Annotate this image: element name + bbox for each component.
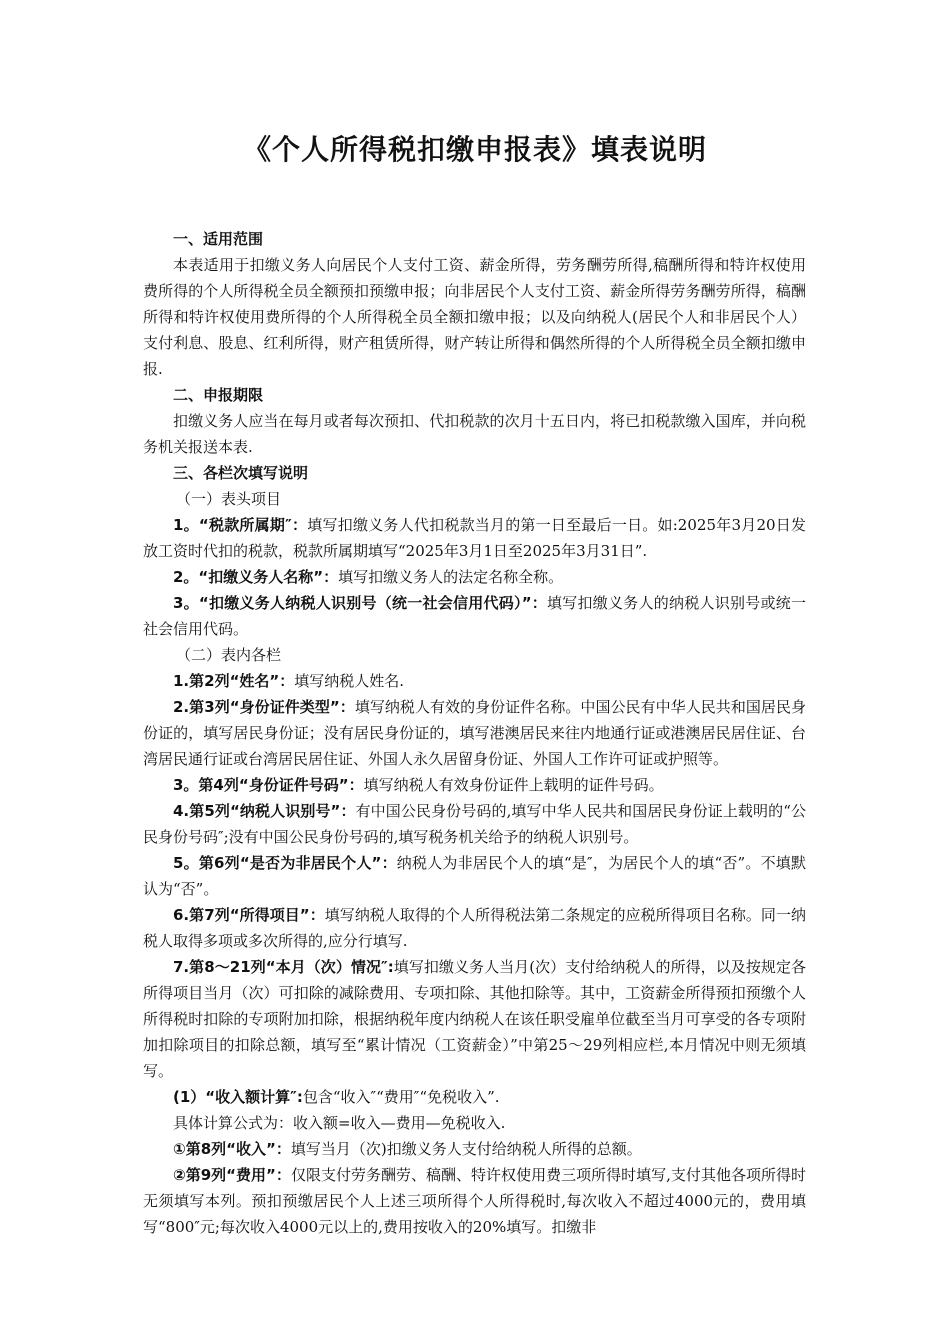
item-text: 填写扣缴义务人的法定名称全称。 [338,568,564,586]
item-label: 2.第3列“身份证件类型”： [173,698,355,716]
item-col-taxpayer-id [143,798,806,850]
document-body [143,226,806,1240]
section-heading-scope: 一、适用范围 [173,230,264,248]
item-text: 仅限支付劳务酬劳、稿酬、特许权使用费三项所得时填写,支付其他各项所得时无须填写本列。预扣预缴居民个人上述三项所得个人所得税时,每次收入不超过4000元的，费用填写“800″元;每次收入4000元以上的,费用按收入的20%填写。扣缴非 [143,1166,806,1236]
item-col-name [143,668,806,694]
item-withholder-id [143,590,806,642]
item-col-expense [143,1162,806,1240]
item-text: 填写扣缴义务人当月(次）支付给纳税人的所得，以及按规定各所得项目当月（次）可扣除的减除费用、专项扣除、其他扣除等。其中，工资薪金所得预扣预缴个人所得税时扣除的专项附加扣除，根据纳税年度内纳税人在该任职受雇单位截至当月可享受的各专项附加扣除项目的扣除总额，填写至“累计情况（工资薪金）”中第25～29列相应栏,本月情况中则无须填写。 [143,958,806,1080]
item-label: 2。“扣缴义务人名称”： [173,568,339,586]
item-label: 6.第7列“所得项目”： [173,906,325,924]
item-withholder-name [143,564,806,590]
item-text: 填写纳税人有效的身份证件名称。中国公民有中华人民共和国居民身份证的，填写居民身份证；没有居民身份证的，填写港澳居民来往内地通行证或港澳居民居住证、台湾居民通行证或台湾居民居住证、外国人永久居留身份证、外国人工作许可证或护照等。 [143,698,806,768]
item-income-calc [143,1084,806,1110]
item-col-id-type [143,694,806,772]
item-col-monthly [143,954,806,1084]
item-label: ①第8列“收入”： [173,1140,291,1158]
item-label: 5。第6列“是否为非居民个人”： [173,854,397,872]
subheading-table-items: （二）表内各栏 [176,646,282,664]
item-text: 包含“收入″“费用″“免税收入”. [302,1088,500,1106]
subheading-header-items: （一）表头项目 [176,490,282,508]
item-label: 4.第5列“纳税人识别号”： [173,802,356,820]
formula-text: 具体计算公式为：收入额=收入—费用—免税收入. [173,1114,506,1132]
item-label: 1.第2列“姓名”： [173,672,295,690]
item-col-income-item [143,902,806,954]
paragraph-scope: 本表适用于扣缴义务人向居民个人支付工资、薪金所得，劳务酬劳所得,稿酬所得和特许权使用费所得的个人所得税全员全额预扣预缴申报；向非居民个人支付工资、薪金所得劳务酬劳所得，稿酬所得和特许权使用费所得的个人所得税全员全额扣缴申报；以及向纳税人(居民个人和非居民个人）支付利息、股息、红利所得，财产租赁所得，财产转让所得和偶然所得的个人所得税全员全额扣缴申报. [143,256,806,378]
item-label: ②第9列“费用”： [173,1166,291,1184]
item-text: 填写扣缴义务人代扣税款当月的第一日至最后一日。如:2025年3月20日发放工资时代扣的税款，税款所属期填写“2025年3月1日至2025年3月31日”. [143,516,806,560]
section-heading-columns: 三、各栏次填写说明 [173,464,309,482]
item-col-id-number [143,772,806,798]
item-tax-period [143,512,806,564]
item-text: 填写纳税人姓名. [294,672,405,690]
item-label: 1。“税款所属期″： [173,516,308,534]
item-label: 7.第8～21列“本月（次）情况″: [173,958,394,976]
item-label: 3。第4列“身份证件号码”： [173,776,364,794]
paragraph-deadline: 扣缴义务人应当在每月或者每次预扣、代扣税款的次月十五日内，将已扣税款缴入国库，并向税务机关报送本表. [143,412,806,456]
page-title: 《个人所得税扣缴申报表》填表说明 [242,133,707,166]
item-label: 3。“扣缴义务人纳税人识别号（统一社会信用代码）”： [173,594,548,612]
item-text: 纳税人为非居民个人的填“是″，为居民个人的填“否”。不填默认为“否”。 [143,854,806,898]
item-text: 填写当月（次)扣缴义务人支付给纳税人所得的总额。 [290,1140,642,1158]
item-text: 填写纳税人取得的个人所得税法第二条规定的应税所得项目名称。同一纳税人取得多项或多次所得的,应分行填写. [143,906,806,950]
item-col-non-resident [143,850,806,902]
section-heading-deadline: 二、申报期限 [173,386,264,404]
item-col-income [143,1136,806,1162]
item-text: 填写扣缴义务人的纳税人识别号或统一社会信用代码。 [143,594,806,638]
item-label: (1）“收入额计算″: [173,1088,303,1106]
item-text: 有中国公民身份号码的,填写中华人民共和国居民身份证上载明的“公民身份号码″;没有中国公民身份号码的,填写税务机关给予的纳税人识别号。 [143,802,806,846]
item-text: 填写纳税人有效身份证件上载明的证件号码。 [363,776,664,794]
